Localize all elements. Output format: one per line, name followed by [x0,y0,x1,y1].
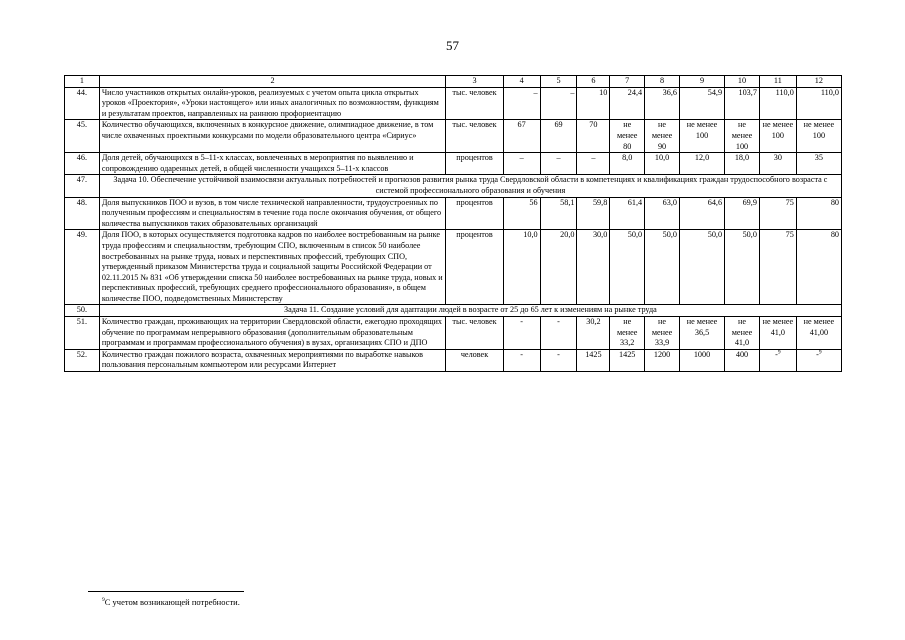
value-cell [610,317,645,350]
value-cell [796,230,841,305]
value-text: – [556,153,561,163]
table-row [65,120,842,153]
value-cell [796,349,841,371]
value-text: 110,0 [820,87,839,97]
value-cell [577,153,610,175]
unit-cell: процентов [446,230,503,305]
value-cell [610,230,645,305]
value-cell [503,120,540,153]
page-number: 57 [446,38,459,53]
value-cell [503,230,540,305]
value-cell [577,230,610,305]
footnote-ref: 9 [777,349,781,356]
value-cell [540,87,577,120]
value-cell [577,87,610,120]
value-text: 59,8 [592,197,608,207]
value-cell [725,317,760,350]
value-text: 75 [785,197,794,207]
unit-cell: процентов [446,197,503,230]
value-text: 64,6 [707,197,723,207]
table-row [65,153,842,175]
task-row [65,305,842,317]
value-cell [645,120,680,153]
value-text: 10 [599,87,608,97]
value-text: 67 [517,120,526,130]
value-cell [796,153,841,175]
value-text: - [557,349,560,359]
value-cell [679,197,724,230]
value-text: 54,9 [707,87,723,97]
value-cell [645,349,680,371]
value-text: - [557,317,560,327]
value-text: 110,0 [775,87,794,97]
value-cell [725,230,760,305]
task-row [65,175,842,197]
value-cell [679,317,724,350]
value-text: 69,9 [742,197,757,207]
value-text: 400 [735,349,749,359]
indicators-table [64,75,842,372]
value-text: не менее 36,5 [686,317,718,337]
value-text: не менее 90 [651,120,673,151]
value-text: не менее 41,0 [762,317,794,337]
header-cell: 2 [99,76,445,88]
value-cell [577,197,610,230]
value-text: 50,0 [627,230,643,240]
value-text: 56 [529,197,538,207]
value-cell [503,317,540,350]
unit-cell: тыс. человек [446,317,503,350]
header-cell: 4 [503,76,540,88]
indicator-name: Доля ПОО, в которых осуществляется подготовка кадров по наиболее востребованным на рынке труда профессиям и специальностям, требующим СПО, включенным в список 50 наиболее востребованных на рынке труда, новых и перспективных профессий, требующих СПО, утвержденный приказом Министерства труда и социальной защиты Российской Федерации от 02.11.2015 № 831 «Об утверждении списка 50 наиболее востребованных на рынке труда, новых и перспективных профессий, требующих среднего профессионального образования», в общем количестве ПОО, подведомственных Министерству [99,230,445,305]
value-text: - [520,317,524,327]
value-text: 70 [589,120,598,130]
value-cell [725,349,760,371]
footnote-text: С учетом возникающей потребности. [104,597,240,607]
value-text: 30 [773,153,782,163]
task-title: Задача 11. Создание условий для адаптации людей в возрасте от 25 до 65 лет к изменениям на рынке труда [99,305,841,317]
value-cell [503,197,540,230]
value-text: - [775,349,778,359]
indicator-name: Количество граждан, проживающих на территории Свердловской области, ежегодно проходящих обучение по программам непрерывного образования (дополнительным образовательным программам и программам профессионального обучения) в вузах, организациях СПО и ДПО [99,317,445,350]
value-text: 1200 [653,349,671,359]
value-cell [679,87,724,120]
table-row [65,197,842,230]
header-cell: 10 [725,76,760,88]
indicator-name: Количество граждан пожилого возраста, охваченных мероприятиями по выработке навыков пользования персональным компьютером или ресурсами Интернет [99,349,445,371]
value-text: – [533,87,538,97]
value-text: 20,0 [560,230,575,240]
value-cell [759,230,796,305]
row-number: 44. [65,87,100,120]
task-title: Задача 10. Обеспечение устойчивой взаимосвязи актуальных потребностей и прогнозов развития рынка труда Свердловской области в компетенциях и квалификациях граждан трудоспособного возраста с системой профессионального образования и обучения [99,175,841,197]
row-number: 46. [65,153,100,175]
value-cell [503,87,540,120]
value-text: 75 [785,230,794,240]
value-cell [796,87,841,120]
header-cell: 5 [540,76,577,88]
value-cell [759,349,796,371]
row-number: 49. [65,230,100,305]
value-text: не менее 100 [762,120,794,140]
unit-cell: процентов [446,153,503,175]
value-text: 50,0 [662,230,677,240]
value-text: 1000 [693,349,711,359]
value-text: 10,0 [523,230,538,240]
header-cell: 9 [679,76,724,88]
value-text: не менее 41,0 [731,317,753,348]
value-cell [610,120,645,153]
table-row [65,349,842,371]
row-number: 51. [65,317,100,350]
value-cell [679,349,724,371]
value-text: 63,0 [662,197,677,207]
row-number: 48. [65,197,100,230]
value-text: - [816,349,819,359]
value-cell [759,153,796,175]
value-cell [540,153,577,175]
table-header-row [65,76,842,88]
value-text: – [519,153,524,163]
header-cell: 1 [65,76,100,88]
value-text: не менее 100 [731,120,753,151]
value-cell [725,197,760,230]
value-cell [610,153,645,175]
value-text: не менее 100 [803,120,835,140]
value-cell [759,120,796,153]
value-text: не менее 41,00 [803,317,835,337]
value-cell [679,230,724,305]
value-cell [679,153,724,175]
value-text: 30,2 [586,317,601,327]
value-cell [540,120,577,153]
value-cell [610,197,645,230]
value-cell [540,230,577,305]
value-cell [540,197,577,230]
value-text: 36,6 [662,87,677,97]
value-text: – [591,153,596,163]
value-cell [577,120,610,153]
value-text: 10,0 [654,153,670,163]
header-cell: 7 [610,76,645,88]
table-row [65,317,842,350]
value-cell [796,197,841,230]
row-number: 47. [65,175,100,197]
row-number: 45. [65,120,100,153]
value-text: 80 [830,230,839,240]
value-cell [540,317,577,350]
footnote-ref: 9 [818,349,822,356]
value-cell [503,349,540,371]
unit-cell: тыс. человек [446,120,503,153]
value-cell [725,153,760,175]
indicator-name: Число участников открытых онлайн-уроков, реализуемых с учетом опыта цикла открытых уроков «Проектория», «Уроки настоящего» или иных аналогичных по возможностям, функциям и результатам проектов, направленных на раннюю профориентацию [99,87,445,120]
value-text: 50,0 [742,230,757,240]
value-cell [759,197,796,230]
header-cell: 11 [759,76,796,88]
value-cell [577,349,610,371]
value-text: 58,1 [560,197,575,207]
value-cell [503,153,540,175]
value-cell [796,120,841,153]
value-text: не менее 33,9 [651,317,673,348]
value-cell [645,197,680,230]
value-cell [645,153,680,175]
value-cell [610,349,645,371]
value-text: 69 [554,120,563,130]
value-text: 103,7 [738,87,757,97]
value-cell [759,317,796,350]
value-text: 30,0 [592,230,608,240]
value-cell [796,317,841,350]
footnote [102,597,240,608]
value-cell [577,317,610,350]
unit-cell: тыс. человек [446,87,503,120]
value-text: 12,0 [694,153,710,163]
value-text: 24,4 [627,87,643,97]
value-text: 50,0 [707,230,723,240]
indicator-name: Доля детей, обучающихся в 5–11-х классах, вовлеченных в мероприятия по выявлению и сопровождению одаренных детей, в общей численности учащихся 5–11-х классов [99,153,445,175]
indicator-name: Количество обучающихся, включенных в конкурсное движение, олимпиадное движение, в том числе охваченных проектными конкурсами по модели образовательного центра «Сириус» [99,120,445,153]
value-text: 80 [830,197,839,207]
value-text: 8,0 [622,153,633,163]
value-text: не менее 33,2 [616,317,638,348]
footnote-rule [88,591,244,592]
value-cell [679,120,724,153]
value-text: 1425 [619,349,636,359]
value-cell [725,120,760,153]
unit-cell: человек [446,349,503,371]
value-cell [540,349,577,371]
row-number: 50. [65,305,100,317]
value-text: - [520,349,524,359]
header-cell: 8 [645,76,680,88]
value-cell [759,87,796,120]
table-row [65,230,842,305]
value-cell [725,87,760,120]
value-text: не менее 100 [686,120,718,140]
header-cell: 6 [577,76,610,88]
header-cell: 3 [446,76,503,88]
footnote-mark: 9 [102,597,105,604]
value-text: 61,4 [627,197,643,207]
table-row [65,87,842,120]
value-text: 35 [814,153,823,163]
row-number: 52. [65,349,100,371]
value-text: 1425 [585,349,602,359]
value-cell [645,87,680,120]
value-cell [645,317,680,350]
value-text: 18,0 [734,153,750,163]
value-text: не менее 80 [616,120,638,151]
indicator-name: Доля выпускников ПОО и вузов, в том числе технической направленности, трудоустроенных по полученным профессиям и специальностям в течение года после окончания обучения, от общего количества выпускников таких образовательных организаций [99,197,445,230]
value-text: – [570,87,575,97]
header-cell: 12 [796,76,841,88]
value-cell [645,230,680,305]
value-cell [610,87,645,120]
